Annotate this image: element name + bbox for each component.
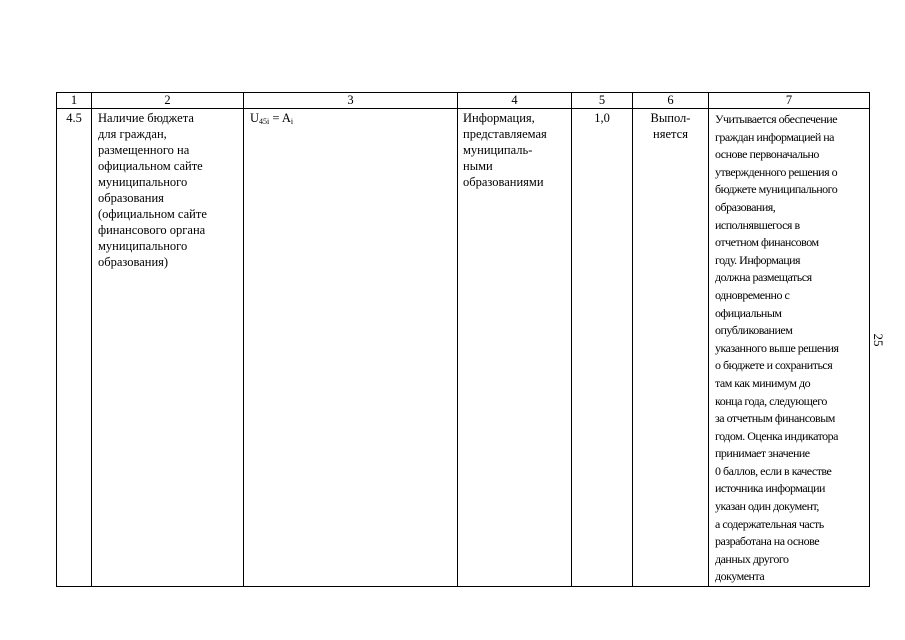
text-line: Учитывается обеспечение [715, 112, 838, 126]
text-line: граждан информацией на [715, 129, 835, 144]
text-line: размещенного на [98, 143, 190, 157]
text-line: муниципаль- [463, 143, 533, 157]
text-line: няется [653, 127, 688, 141]
text-line: представляемая [463, 127, 547, 141]
indicator-status-lines [635, 110, 706, 142]
column-header-4: 4 [458, 93, 572, 109]
column-header-2: 2 [92, 93, 244, 109]
text-line: утвержденного решения о [715, 164, 838, 179]
column-header-1: 1 [57, 93, 92, 109]
text-line: официальном сайте [98, 159, 203, 173]
table-row [57, 109, 870, 587]
indicator-weight: 1,0 [572, 109, 633, 587]
text-line: принимает значение [715, 446, 810, 461]
text-line: бюджете муниципального [715, 182, 838, 197]
text-line: указан один документ, [715, 499, 819, 514]
text-line: финансового органа [98, 223, 206, 237]
formula-subscript: 45i [259, 117, 270, 126]
text-line: а содержательная часть [715, 516, 824, 531]
indicator-formula [244, 109, 458, 587]
text-line: одновременно с [715, 287, 790, 302]
column-header-5: 5 [572, 93, 633, 109]
text-line: о бюджете и сохраниться [715, 358, 833, 373]
text-line: отчетном финансовом [715, 235, 819, 250]
text-line: образования [98, 191, 164, 205]
text-line: образования, [715, 199, 776, 214]
information-source-lines [463, 110, 568, 190]
text-line: муниципального [98, 239, 188, 253]
description-lines [715, 111, 866, 586]
text-line: Наличие бюджета [98, 111, 194, 125]
information-source [458, 109, 572, 587]
text-line: для граждан, [98, 127, 167, 141]
text-line: Выпол- [650, 111, 691, 125]
text-line: (официальном сайте [98, 207, 207, 221]
indicator-description [709, 109, 870, 587]
text-line: указанного выше решения [715, 340, 839, 355]
indicator-name-lines [98, 110, 239, 270]
text-line: 0 баллов, если в качестве [715, 463, 832, 478]
page-number: 25 [871, 333, 886, 347]
column-header-7: 7 [709, 93, 870, 109]
text-line: году. Информация [715, 252, 801, 267]
text-line: источника информации [715, 481, 825, 496]
formula-equals: = A [269, 111, 291, 125]
text-line: официальным [715, 305, 782, 320]
column-header-3: 3 [244, 93, 458, 109]
text-line: данных другого [715, 551, 789, 566]
text-line: основе первоначально [715, 147, 819, 162]
text-line: должна размещаться [715, 270, 812, 285]
criteria-table [56, 92, 870, 587]
column-header-6: 6 [633, 93, 709, 109]
text-line: документа [715, 569, 765, 584]
formula-base: U [250, 111, 260, 125]
text-line: годом. Оценка индикатора [715, 428, 839, 443]
text-line: Информация, [463, 111, 535, 125]
text-line: образования) [98, 255, 169, 269]
text-line: опубликованием [715, 323, 793, 338]
text-line: муниципального [98, 175, 188, 189]
text-line: ными [463, 159, 493, 173]
text-line: исполнявшегося в [715, 217, 800, 232]
text-line: разработана на основе [715, 534, 820, 549]
indicator-status [633, 109, 709, 587]
text-line: за отчетным финансовым [715, 411, 835, 426]
text-line: там как минимум до [715, 375, 811, 390]
formula-rhs-subscript: i [290, 117, 294, 126]
header-row [57, 93, 870, 109]
text-line: образованиями [463, 175, 544, 189]
text-line: конца года, следующего [715, 393, 827, 408]
indicator-name [92, 109, 244, 587]
row-number: 4.5 [57, 109, 92, 587]
